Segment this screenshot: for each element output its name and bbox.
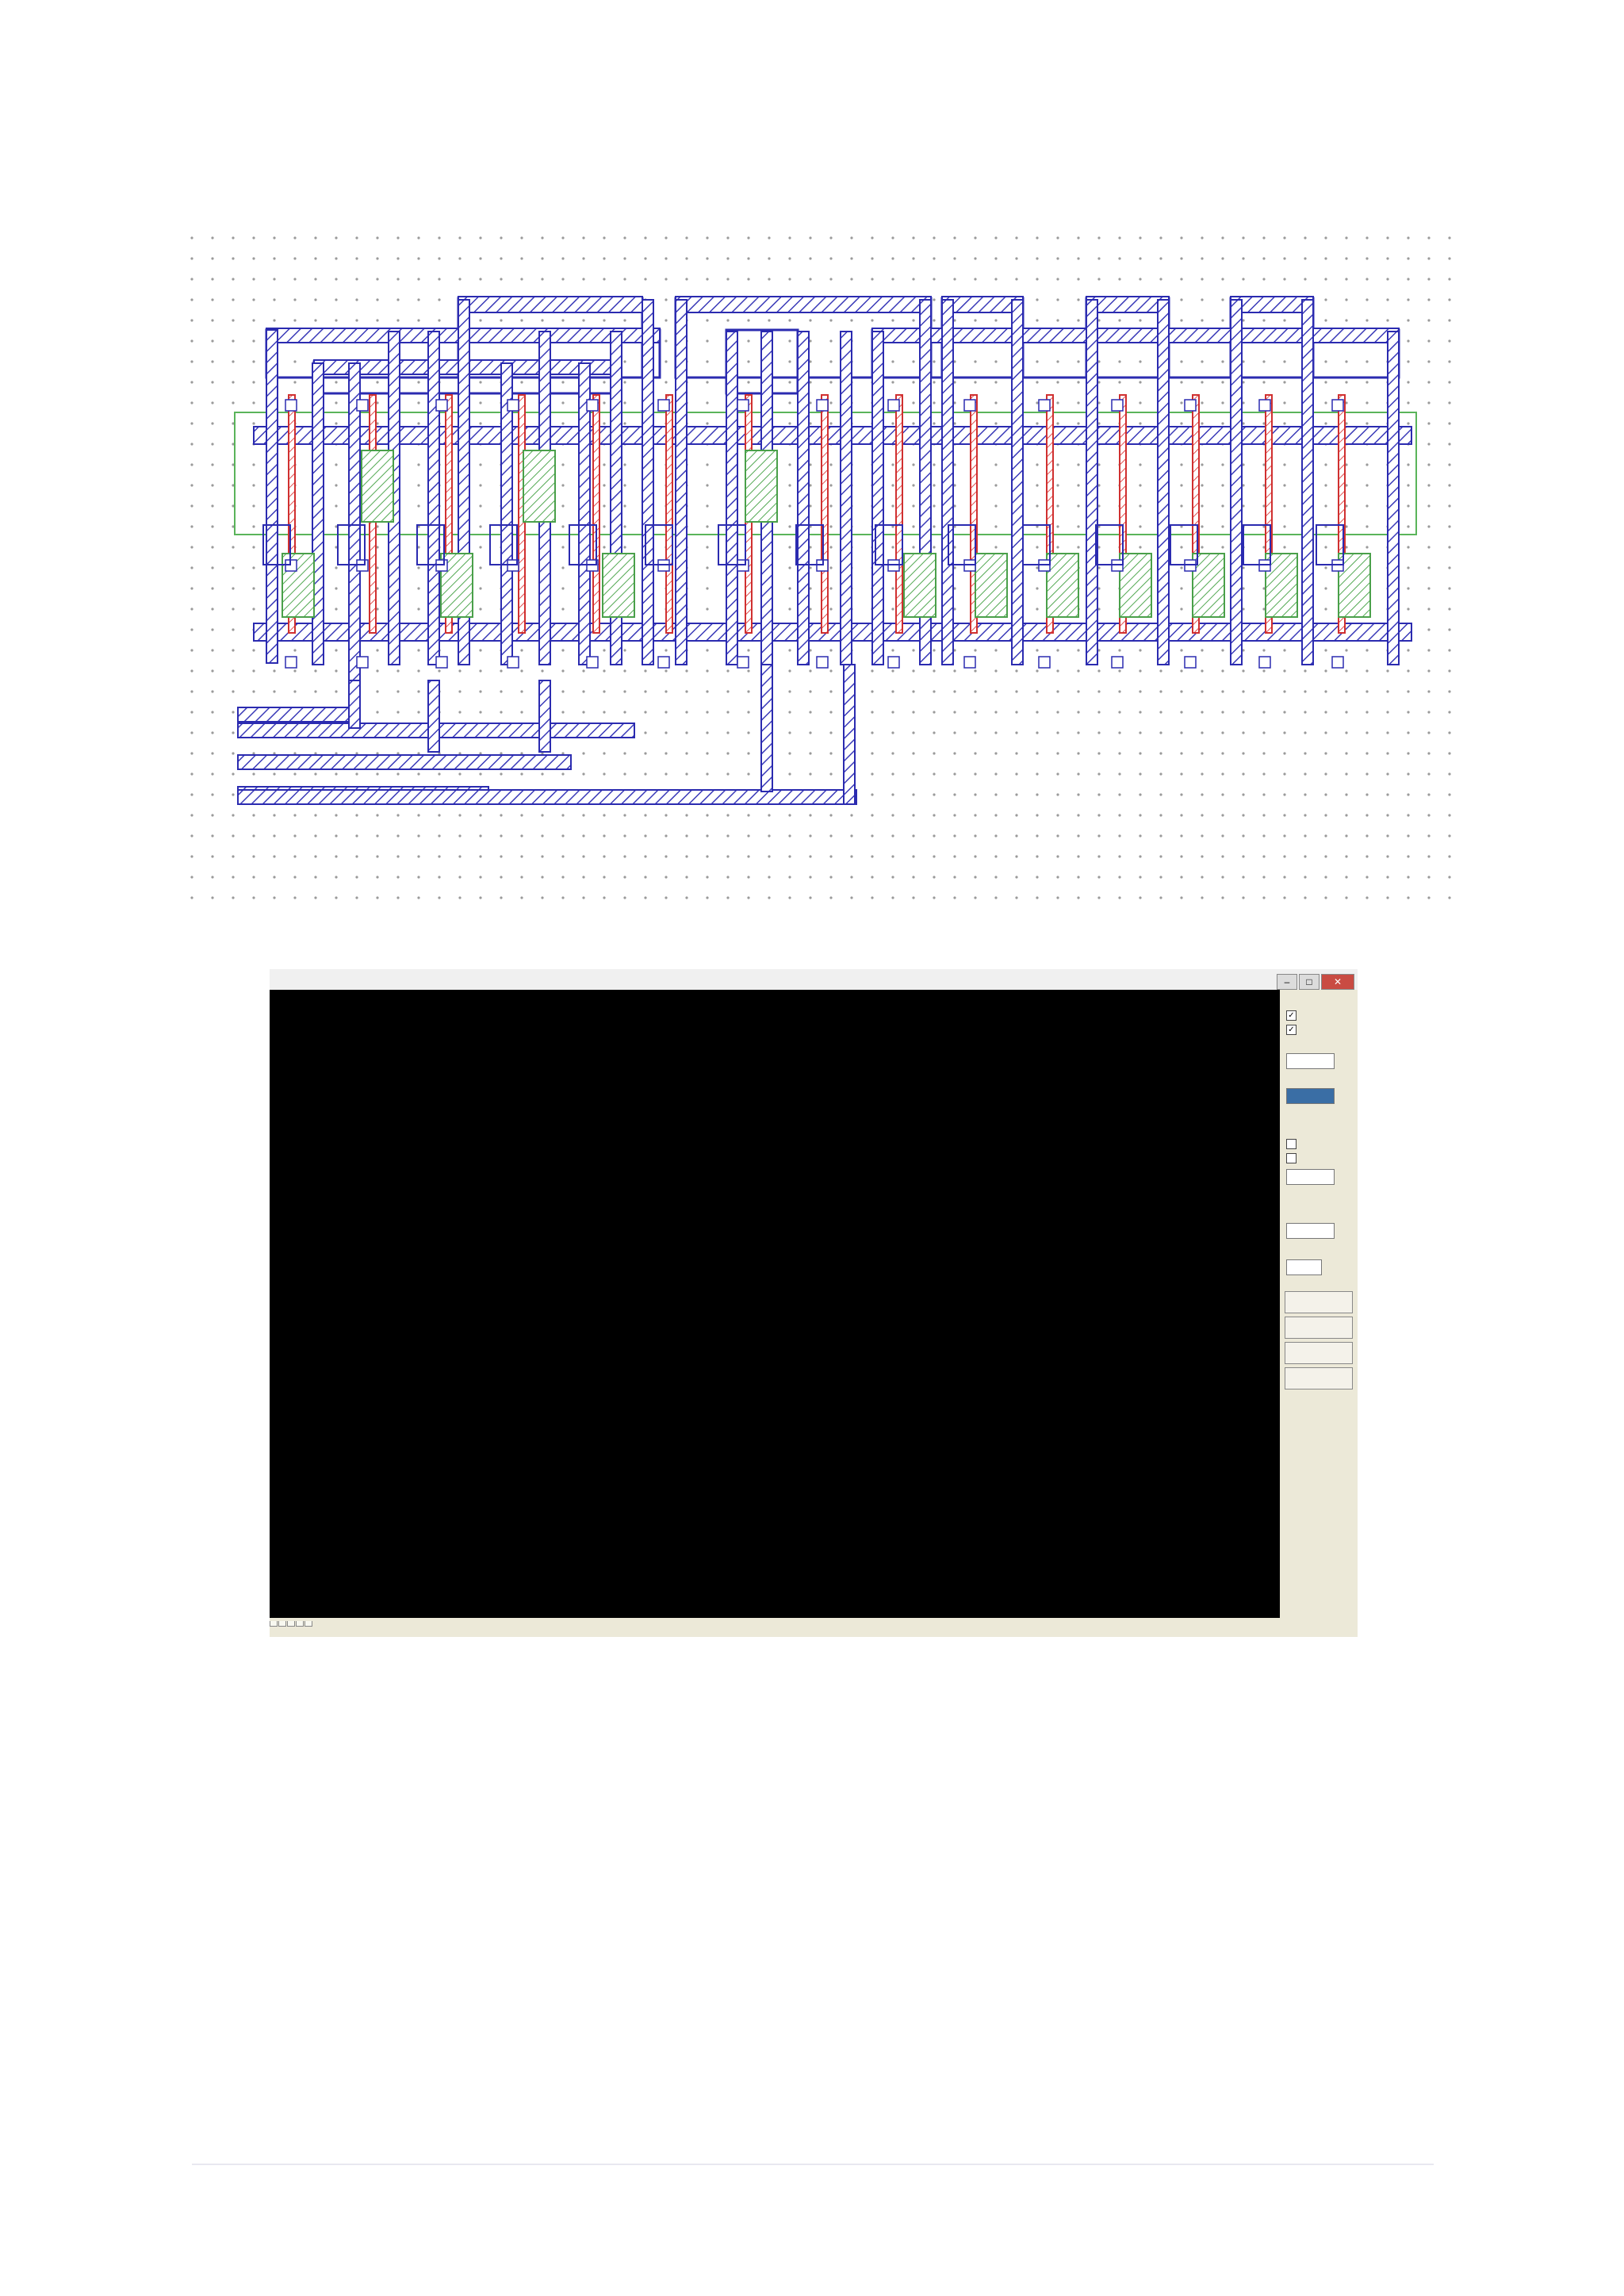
header-issn-line [0, 97, 1624, 132]
waveform-svg [270, 990, 1280, 1618]
print-button[interactable] [1285, 1342, 1353, 1364]
close-button[interactable] [1285, 1367, 1353, 1389]
frequency-checkbox[interactable] [1286, 1153, 1297, 1163]
figure-4-layout [190, 236, 1467, 903]
minimize-button[interactable]: – [1277, 974, 1297, 990]
simulation-control-panel [1280, 990, 1358, 1618]
and-select[interactable] [1286, 1088, 1335, 1104]
evaluate-select[interactable] [1286, 1169, 1335, 1185]
time-scale-select[interactable] [1286, 1223, 1335, 1239]
simulation-window-titlebar [270, 969, 1358, 990]
tab-frequency-vs-time[interactable] [296, 1621, 304, 1627]
tab-eye-diagram[interactable] [304, 1621, 312, 1627]
step-input[interactable] [1286, 1259, 1322, 1275]
close-window-button[interactable]: ✕ [1321, 974, 1354, 990]
tab-voltage-vs-time[interactable] [270, 1621, 278, 1627]
between-select[interactable] [1286, 1053, 1335, 1069]
waveform-plot [270, 990, 1280, 1618]
bus-value-checkbox[interactable]: ✓ [1286, 1025, 1297, 1035]
delay-checkbox[interactable]: ✓ [1286, 1010, 1297, 1021]
simulation-tabs [270, 1618, 1358, 1637]
tab-voltage-vs-voltage[interactable] [287, 1621, 295, 1627]
layout-drawing [190, 236, 1467, 903]
maximize-button[interactable]: □ [1299, 974, 1320, 990]
page-header [0, 97, 1624, 132]
tab-voltages-and-currents[interactable] [278, 1621, 286, 1627]
simulation-window [270, 969, 1358, 1637]
more-button[interactable] [1285, 1291, 1353, 1313]
footer-divider [192, 2164, 1434, 2165]
minmax-checkbox[interactable] [1286, 1139, 1297, 1149]
reset-button[interactable] [1285, 1317, 1353, 1339]
